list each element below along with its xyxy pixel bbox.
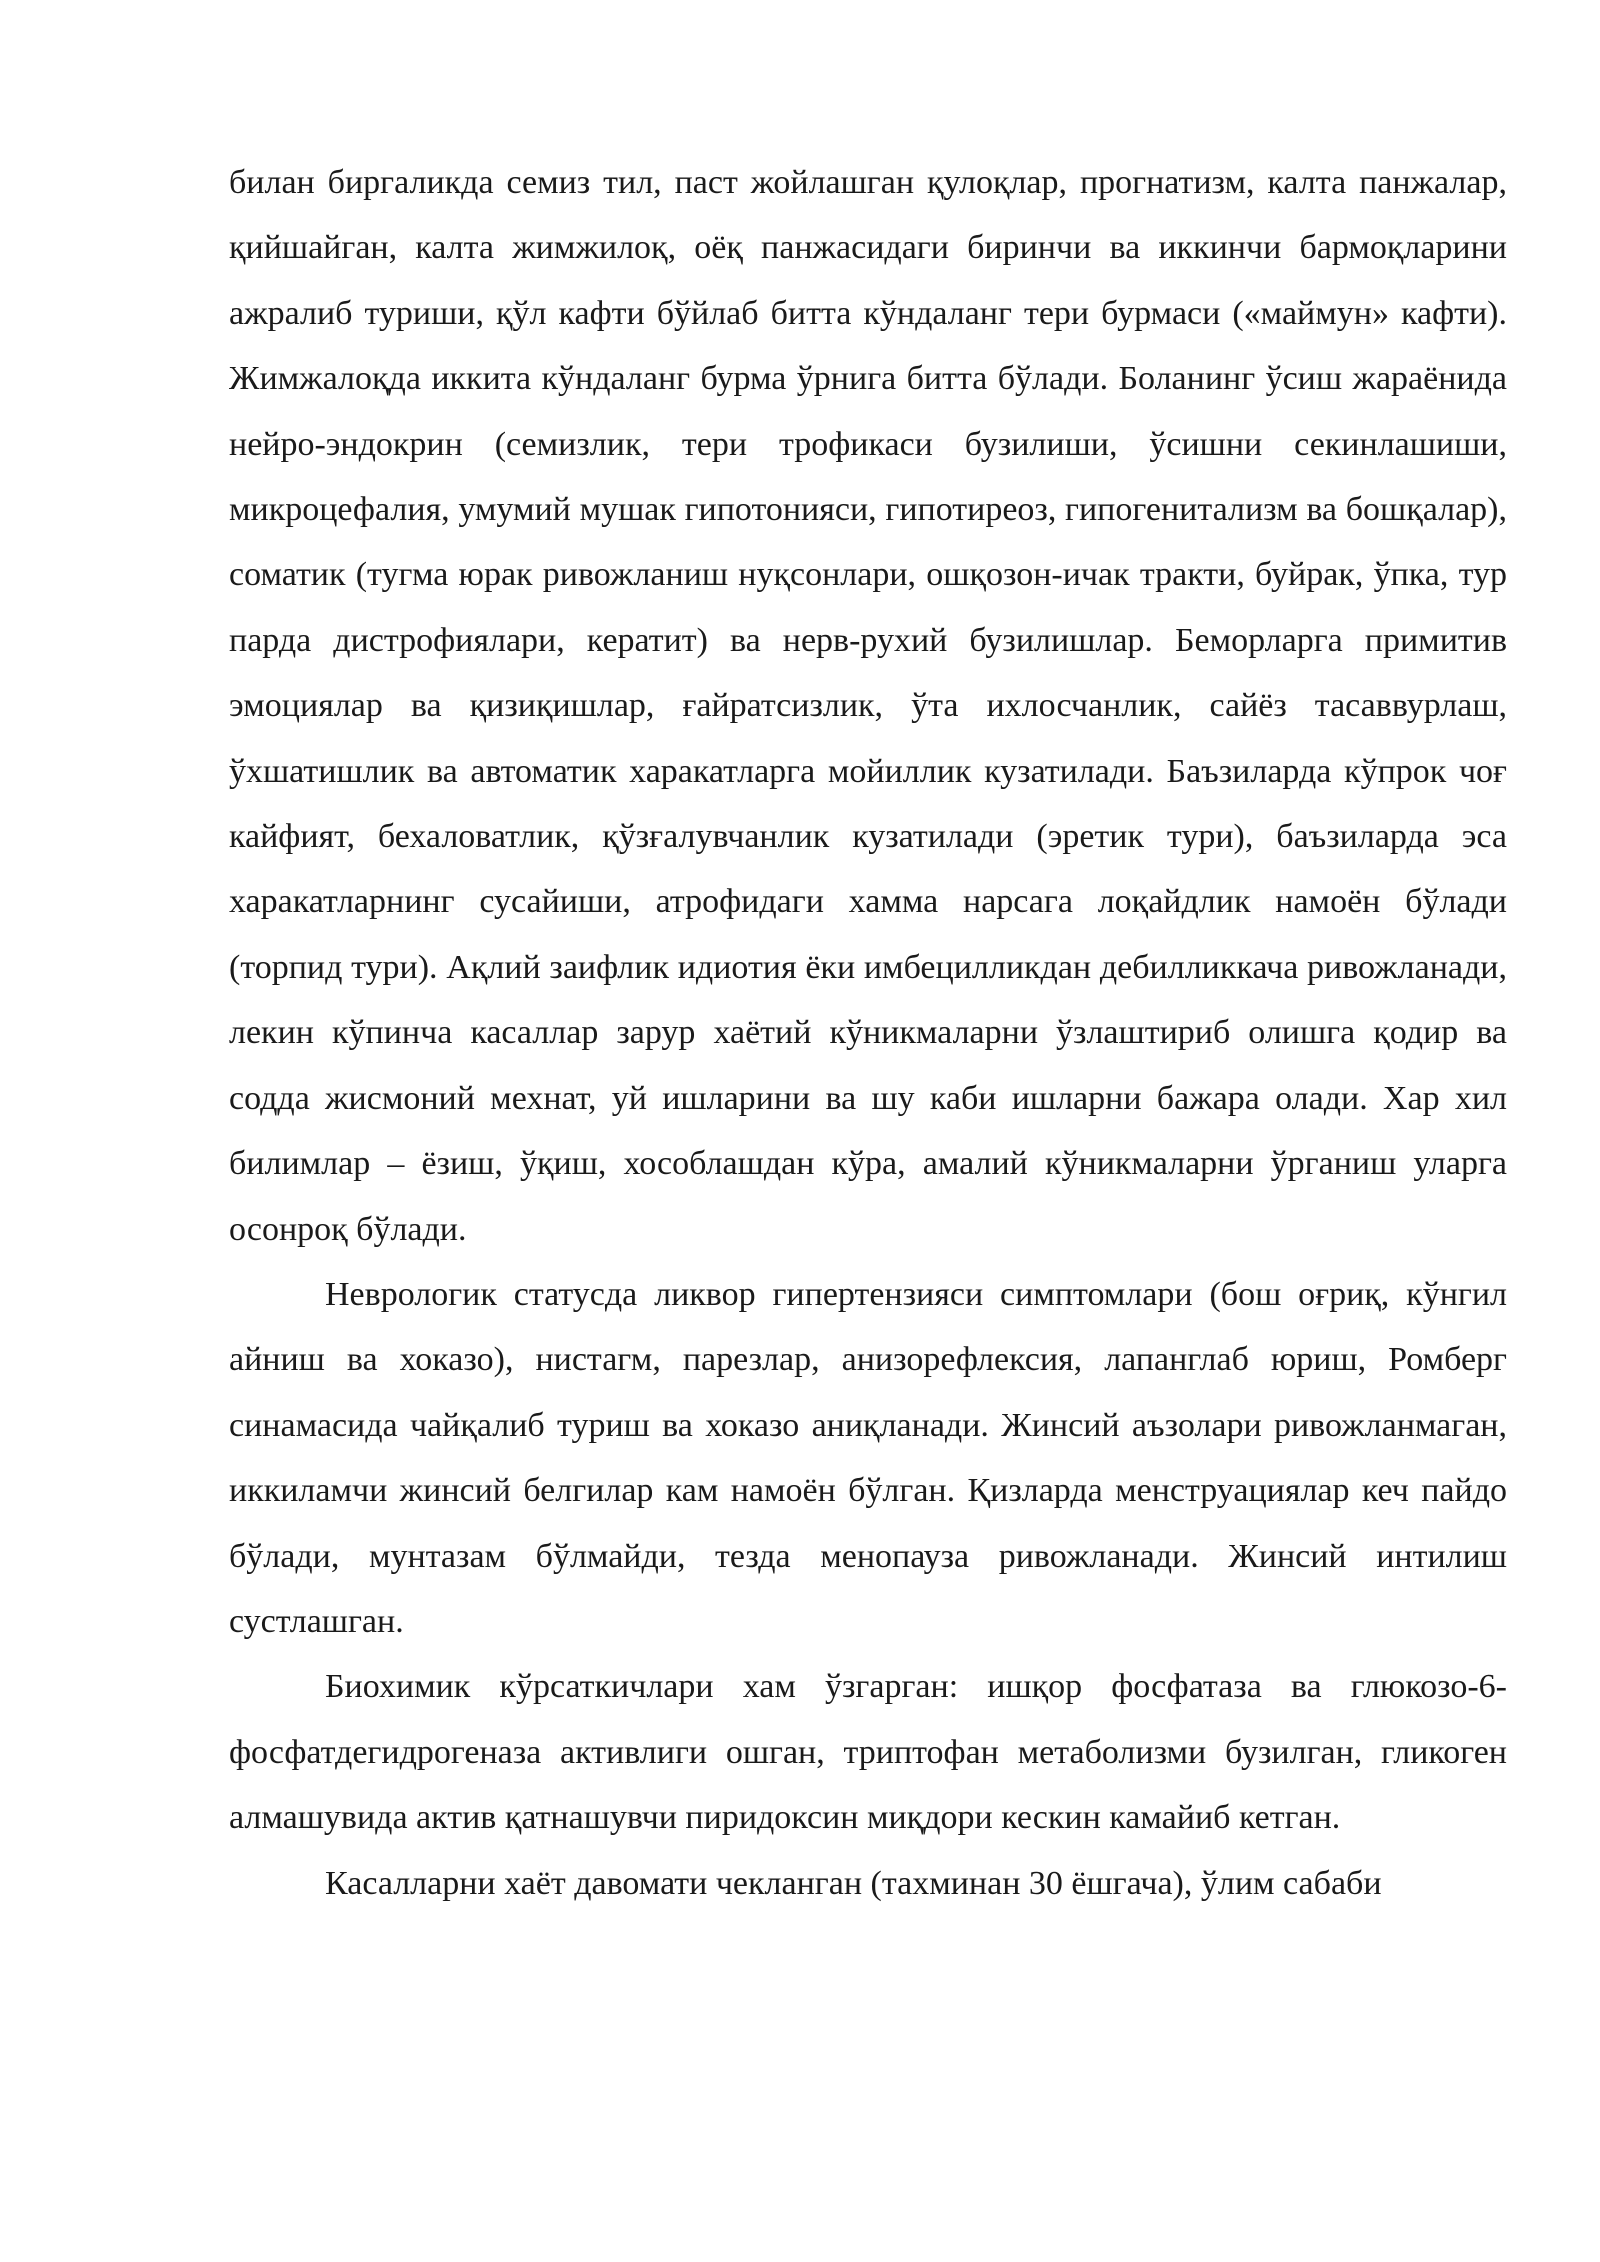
paragraph-3: Биохимик кўрсаткичлари хам ўзгарган: ишқор фосфатаза ва глюкозо-6-фосфатдегидрогеназа активлиги ошган, триптофан метаболизми бузилган, гликоген алмашувида актив қатнашувчи пиридоксин миқдори кескин камайиб кетган. <box>229 1668 1507 1837</box>
paragraph-2: Неврологик статусда ликвор гипертензияси симптомлари (бош оғриқ, кўнгил айниш ва хоказо), нистагм, парезлар, анизорефлексия, лапанглаб юриш, Ромберг синамасида чайқалиб туриш ва хоказо аниқланади. Жинсий аъзолари ривожланмаган, иккиламчи жинсий белгилар кам намоён бўлган. Қизларда менструациялар кеч пайдо бўлади, мунтазам бўлмайди, тезда менопауза ривожланади. Жинсий интилиш сустлашган. <box>229 1275 1507 1640</box>
paragraph-1: билан биргаликда семиз тил, паст жойлашган қулоқлар, прогнатизм, калта панжалар, қийшайган, калта жимжилоқ, оёқ панжасидаги биринчи ва иккинчи бармоқларини ажралиб туриши, қўл кафти бўйлаб битта кўндаланг тери бурмаси («маймун» кафти). Жимжалоқда иккита кўндаланг бурма ўрнига битта бўлади. Боланинг ўсиш жараёнида нейро-эндокрин (семизлик, тери трофикаси бузилиши, ўсишни секинлашиши, микроцефалия, умумий мушак гипотонияси, гипотиреоз, гипогенитализм ва бошқалар), соматик (тугма юрак ривожланиш нуқсонлари, ошқозон-ичак тракти, буйрак, ўпка, тур парда дистрофиялари, кератит) ва нерв-рухий бузилишлар. Беморларга примитив эмоциялар ва қизиқишлар, ғайратсизлик, ўта ихлосчанлик, сайёз тасаввурлаш, ўхшатишлик ва автоматик харакатларга мойиллик кузатилади. Баъзиларда кўпрок чоғ кайфият, бехаловатлик, қўзғалувчанлик кузатилади (эретик тури), баъзиларда эса харакатларнинг сусайиши, атрофидаги хамма нарсага лоқайдлик намоён бўлади (торпид тури). Ақлий заифлик идиотия ёки имбецилликдан дебилликкача ривожланади, лекин кўпинча касаллар зарур хаётий кўникмаларни ўзлаштириб олишга қодир ва содда жисмоний мехнат, уй ишларини ва шу каби ишларни бажара олади. Хар хил билимлар – ёзиш, ўқиш, хособлашдан кўра, амалий кўникмаларни ўрганиш уларга осонроқ бўлади. <box>229 164 1507 1248</box>
paragraph-4: Касалларни хаёт давомати чекланган (тахминан 30 ёшгача), ўлим сабаби <box>325 1864 1382 1902</box>
body-text <box>229 150 1507 1916</box>
